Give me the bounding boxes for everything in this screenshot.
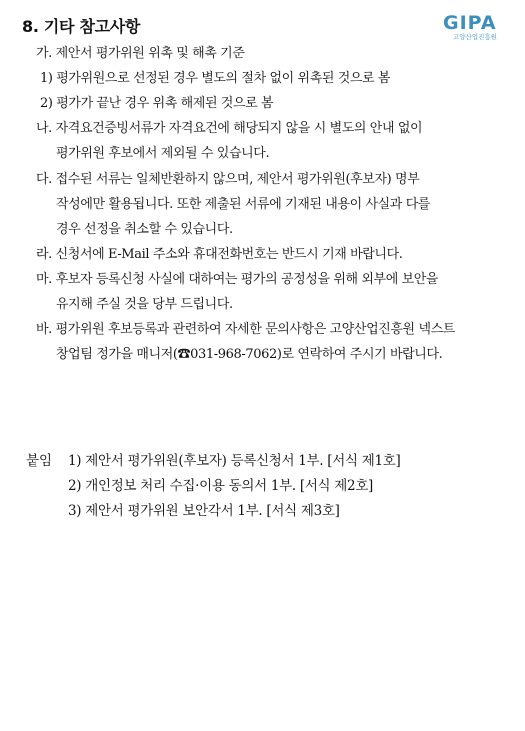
attachments-label: 붙임 [26, 453, 53, 469]
attachment-item-2: 2) 개인정보 처리 수집·이용 동의서 1부. [서식 제2호] [68, 478, 374, 494]
note-ma-cont: 유지해 주실 것을 당부 드립니다. [56, 297, 233, 312]
attachment-item-1: 1) 제안서 평가위원(후보자) 등록신청서 1부. [서식 제1호] [68, 453, 401, 469]
note-ga-2: 2) 평가가 끝난 경우 위촉 해제된 것으로 봄 [40, 96, 274, 111]
note-ba-cont: 창업팀 정가을 매니저(☎031-968-7062)로 연락하여 주시기 바랍니다. [56, 347, 443, 362]
note-na-cont: 평가위원 후보에서 제외될 수 있습니다. [56, 146, 270, 161]
section-title: 8. 기타 참고사항 [22, 17, 141, 36]
note-da-cont1: 작성에만 활용됩니다. 또한 제출된 서류에 기재된 내용이 사실과 다를 [56, 197, 431, 212]
note-ra: 라. 신청서에 E-Mail 주소와 휴대전화번호는 반드시 기재 바랍니다. [36, 247, 403, 262]
note-na: 나. 자격요건증빙서류가 자격요건에 해당되지 않을 시 별도의 안내 없이 [36, 121, 423, 136]
note-ba: 바. 평가위원 후보등록과 관련하여 자세한 문의사항은 고양산업진흥원 넥스트 [36, 322, 455, 337]
logo-mark: GIPA [443, 12, 497, 34]
attachment-item-3: 3) 제안서 평가위원 보안각서 1부. [서식 제3호] [68, 503, 340, 519]
note-da-cont2: 경우 선정을 취소할 수 있습니다. [56, 222, 233, 237]
note-da: 다. 접수된 서류는 일체반환하지 않으며, 제안서 평가위원(후보자) 명부 [36, 172, 420, 187]
gipa-logo [431, 10, 511, 40]
logo-subtitle: 고양산업진흥원 [453, 33, 497, 41]
note-ga-1: 1) 평가위원으로 선정된 경우 별도의 절차 없이 위촉된 것으로 봄 [40, 71, 391, 86]
note-ma: 마. 후보자 등록신청 사실에 대하여는 평가의 공정성을 위해 외부에 보안을 [36, 272, 439, 287]
note-ga: 가. 제안서 평가위원 위촉 및 해촉 기준 [36, 46, 245, 61]
